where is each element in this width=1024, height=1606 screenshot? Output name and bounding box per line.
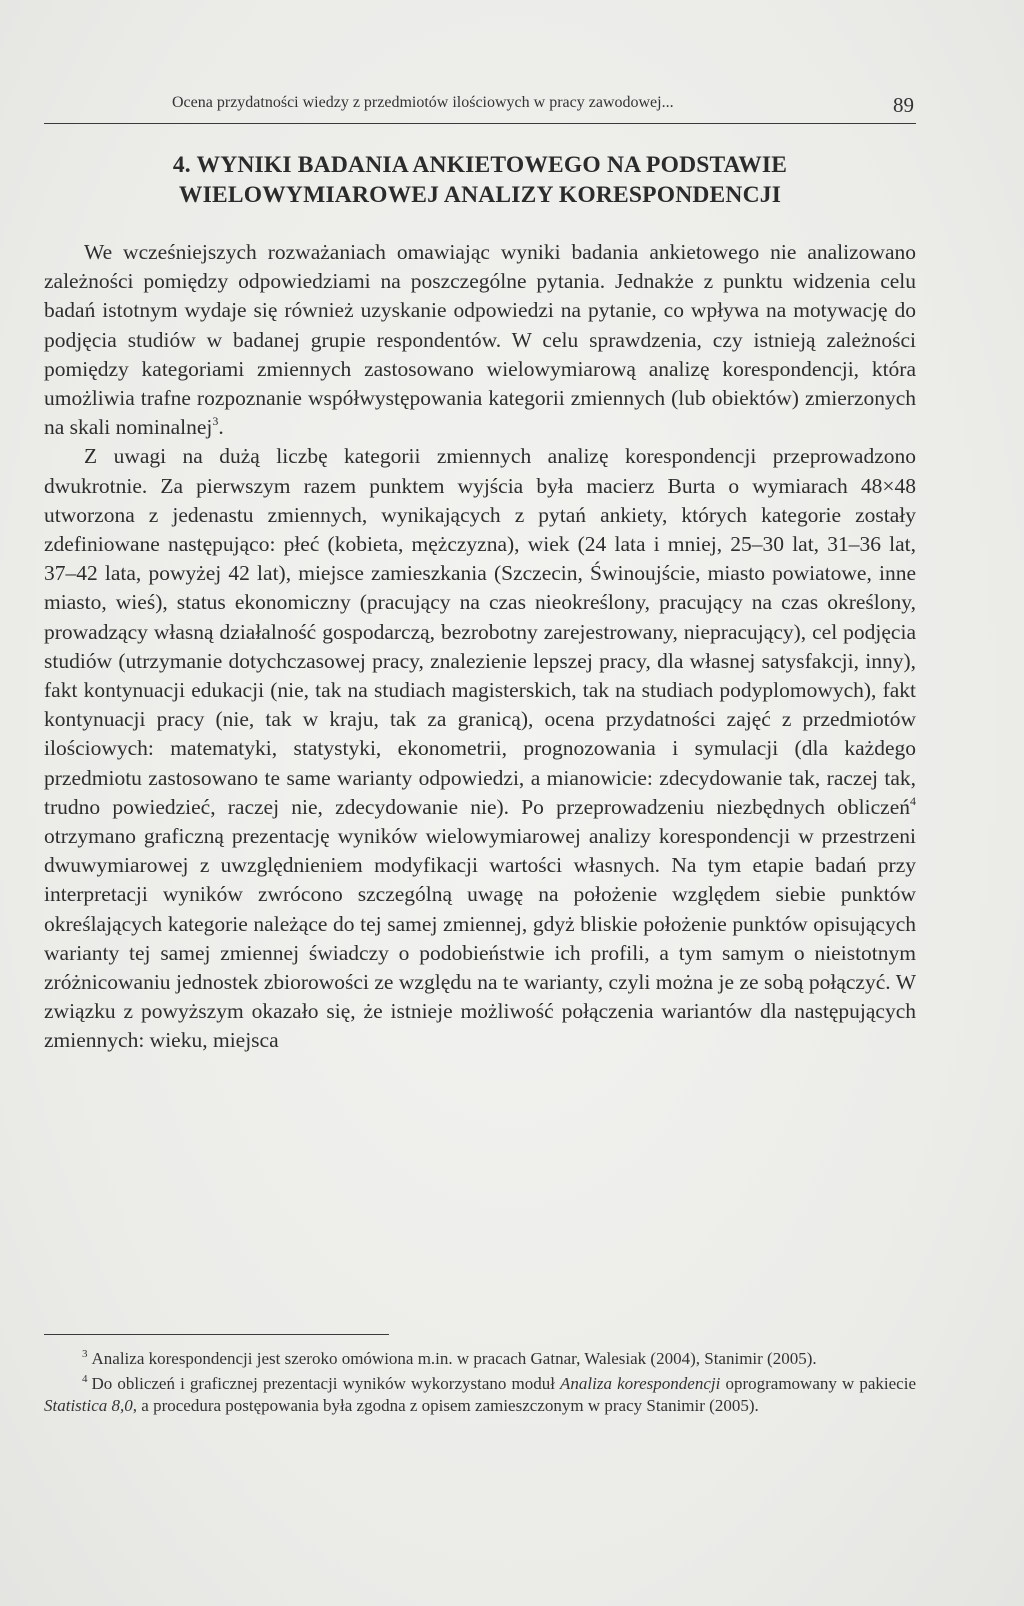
footnote-3-text: Analiza korespondencji jest szeroko omówiona m.in. w pracach Gatnar, Walesiak (2004), Stanimir (2005). <box>91 1349 817 1368</box>
footnotes <box>44 1348 916 1420</box>
paragraph-2-rest: otrzymano graficzną prezentację wyników wielowymiarowej analizy korespondencji w przestrzeni dwuwymiarowej z uwzględnieniem modyfikacji wartości własnych. Na tym etapie badań przy interpretacji wyników zwrócono szczególną uwagę na położenie względem siebie punktów określających kategorie należące do tej samej zmiennej, gdyż bliskie położenie punktów opisujących warianty tej samej zmiennej świadczy o podobieństwie ich profili, a tym samym o nieistotnym zróżnicowaniu jednostek zbiorowości ze względu na te warianty, czyli można je ze sobą połączyć. W związku z powyższym okazało się, że istnieje możliwość połączenia wariantów dla następujących zmiennych: wieku, miejsca <box>44 824 916 1053</box>
footnote-3-mark: 3 <box>82 1348 88 1361</box>
paragraph-1 <box>44 238 916 442</box>
page-number: 89 <box>893 93 914 117</box>
paragraph-2 <box>44 442 916 1055</box>
footnote-ref-4[interactable]: 4 <box>910 793 916 808</box>
running-header-title: Ocena przydatności wiedzy z przedmiotów ilościowych w pracy zawodowej... <box>172 94 674 111</box>
paragraph-1-text: We wcześniejszych rozważaniach omawiając wyniki badania ankietowego nie analizowano zależności pomiędzy odpowiedziami na poszczególne pytania. Jednakże z punktu widzenia celu badań istotnym wydaje się również uzyskanie odpowiedzi na pytanie, co wpływa na motywację do podjęcia studiów w badanej grupie respondentów. W celu sprawdzenia, czy istnieją zależności pomiędzy kategoriami zmiennych zastosowano wielowymiarową analizę korespondencji, która umożliwia trafne rozpoznanie współwystępowania kategorii zmiennych (lub obiektów) zmierzonych na skali nominalnej <box>44 240 916 440</box>
section-heading-line-2: WIELOWYMIAROWEJ ANALIZY KORESPONDENCJI <box>178 182 782 208</box>
footnote-4-text-b: oprogramowany w pakiecie <box>720 1373 916 1393</box>
footnote-separator <box>44 1334 389 1335</box>
paragraph-1-end: . <box>218 415 224 440</box>
section-heading-line-1: 4. WYNIKI BADANIA ANKIETOWEGO NA PODSTAWIE <box>172 152 788 178</box>
footnote-ref-3[interactable]: 3 <box>212 414 219 429</box>
footnote-4-mark: 4 <box>82 1372 88 1385</box>
footnote-4-package-name: Statistica 8,0 <box>44 1396 133 1415</box>
footnote-4-module-name: Analiza korespondencji <box>560 1373 721 1393</box>
body-text <box>44 238 916 1056</box>
running-header <box>44 93 916 124</box>
footnote-4-text-c: , a procedura postępowania była zgodna z opisem zamieszczonym w pracy Stanimir (2005). <box>132 1396 759 1415</box>
footnote-4-text-a: Do obliczeń i graficznej prezentacji wyników wykorzystano moduł <box>91 1373 561 1393</box>
footnote-4 <box>44 1373 916 1418</box>
section-heading <box>44 150 916 210</box>
footnote-3 <box>44 1348 916 1371</box>
paragraph-2-text: Z uwagi na dużą liczbę kategorii zmiennych analizę korespondencji przeprowadzono dwukrotnie. Za pierwszym razem punktem wyjścia była macierz Burta o wymiarach 48×48 utworzona z jedenastu zmiennych, wynikających z pytań ankiety, których kategorie zostały zdefiniowane następująco: płeć (kobieta, mężczyzna), wiek (24 lata i mniej, 25–30 lat, 31–36 lat, 37–42 lata, powyżej 42 lat), miejsce zamieszkania (Szczecin, Świnoujście, miasto powiatowe, inne miasto, wieś), status ekonomiczny (pracujący na czas nieokreślony, pracujący na czas określony, prowadzący własną działalność gospodarczą, bezrobotny zarejestrowany, niepracujący), cel podjęcia studiów (utrzymanie dotychczasowej pracy, znalezienie lepszej pracy, dla własnej satysfakcji, inny), fakt kontynuacji edukacji (nie, tak na studiach magisterskich, tak na studiach podyplomowych), fakt kontynuacji pracy (nie, tak w kraju, tak za granicą), ocena przydatności zajęć z przedmiotów ilościowych: matematyki, statystyki, ekonometrii, prognozowania i symulacji (dla każdego przedmiotu zastosowano te same warianty odpowiedzi, a mianowicie: zdecydowanie tak, raczej tak, trudno powiedzieć, raczej nie, zdecydowanie nie). Po przeprowadzeniu niezbędnych obliczeń <box>44 444 916 819</box>
